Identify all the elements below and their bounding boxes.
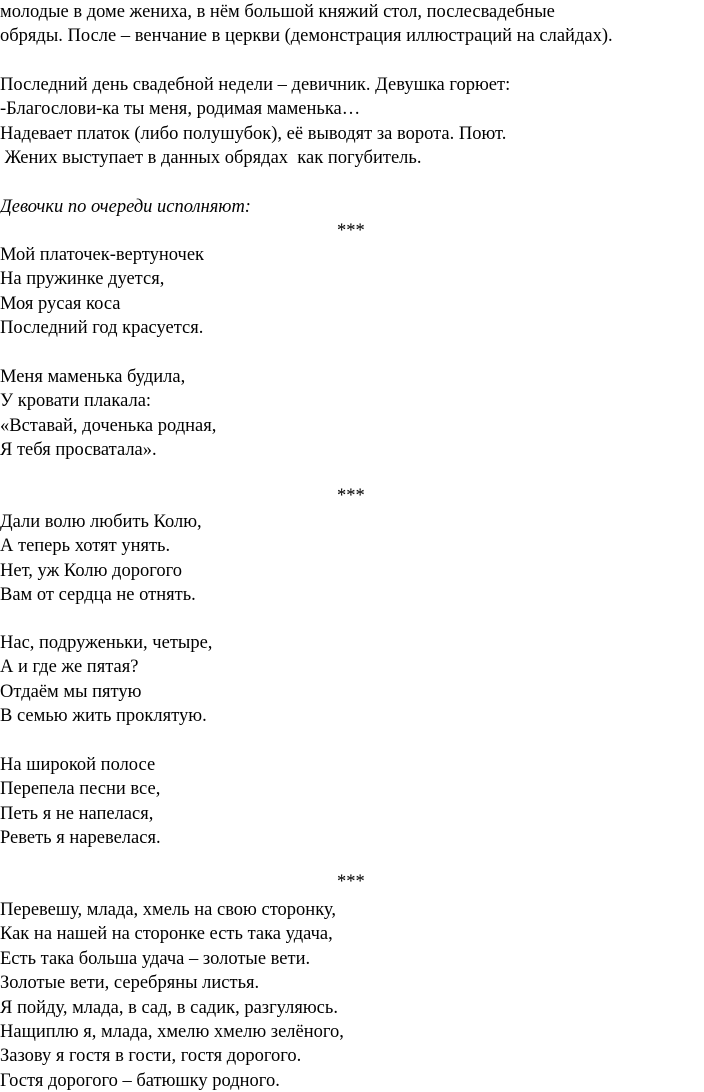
text-line: Жених выступает в данных обрядах как погубитель. xyxy=(0,148,422,169)
song1-stanza2 xyxy=(0,365,704,463)
song2-stanza2 xyxy=(0,631,704,729)
separator-stars-2: *** xyxy=(337,486,365,506)
verse-line: На пружинке дуется, xyxy=(0,269,165,290)
girls-heading: Девочки по очереди исполняют: xyxy=(0,197,251,217)
song3-stanza1 xyxy=(0,898,704,1092)
text-line: Надевает платок (либо полушубок), её выводят за ворота. Поют. xyxy=(0,123,507,144)
verse-line: Меня маменька будила, xyxy=(0,367,186,387)
verse-line: Есть така больша удача – золотые вети. xyxy=(0,948,311,969)
verse-line: Нет, уж Колю дорогого xyxy=(0,560,182,581)
verse-line: Зазову я гостя в гости, гостя дорогого. xyxy=(0,1046,302,1067)
text-line: молодые в доме жениха, в нём большой княжий стол, послесвадебные xyxy=(0,2,555,22)
verse-line: «Вставай, доченька родная, xyxy=(0,415,217,436)
intro-paragraph xyxy=(0,0,704,49)
song1-stanza1 xyxy=(0,243,704,341)
text-line: -Благослови-ка ты меня, родимая маменька… xyxy=(0,99,361,120)
verse-line: Нас, подруженьки, четыре, xyxy=(0,633,213,653)
verse-line: Как на нашей на сторонке есть така удача, xyxy=(0,924,333,945)
verse-line: У кровати плакала: xyxy=(0,391,152,412)
verse-line: Вам от сердца не отнять. xyxy=(0,585,196,606)
verse-line: Нащиплю я, млада, хмелю хмелю зелёного, xyxy=(0,1021,344,1042)
verse-line: Мой платочек-вертуночек xyxy=(0,245,205,265)
separator-stars-1: *** xyxy=(337,221,365,241)
verse-line: Перевешу, млада, хмель на свою сторонку, xyxy=(0,900,336,920)
verse-line: А и где же пятая? xyxy=(0,657,139,678)
verse-line: Петь я не напелася, xyxy=(0,803,154,824)
song2-stanza3 xyxy=(0,753,704,851)
verse-line: А теперь хотят унять. xyxy=(0,536,171,557)
verse-line: В семью жить проклятую. xyxy=(0,706,207,727)
separator-stars-3: *** xyxy=(337,872,365,892)
verse-line: Золотые вети, серебряны листья. xyxy=(0,973,260,994)
verse-line: Гостя дорогого – батюшку родного. xyxy=(0,1070,280,1091)
verse-line: Дали волю любить Колю, xyxy=(0,512,202,532)
verse-line: Реветь я наревелася. xyxy=(0,828,161,849)
song2-stanza1 xyxy=(0,510,704,608)
verse-line: Отдаём мы пятую xyxy=(0,681,142,702)
text-line: обряды. После – венчание в церкви (демонстрация иллюстраций на слайдах). xyxy=(0,26,613,47)
verse-line: Перепела песни все, xyxy=(0,779,161,800)
verse-line: Моя русая коса xyxy=(0,293,121,314)
verse-line: Последний год красуется. xyxy=(0,318,204,339)
girls-heading-block xyxy=(0,195,704,219)
verse-line: Я пойду, млада, в сад, в садик, разгуляюсь. xyxy=(0,997,338,1018)
last-day-paragraph xyxy=(0,73,704,171)
text-line: Последний день свадебной недели – девичник. Девушка горюет: xyxy=(0,75,511,95)
verse-line: Я тебя просватала». xyxy=(0,440,157,461)
verse-line: На широкой полосе xyxy=(0,755,156,775)
